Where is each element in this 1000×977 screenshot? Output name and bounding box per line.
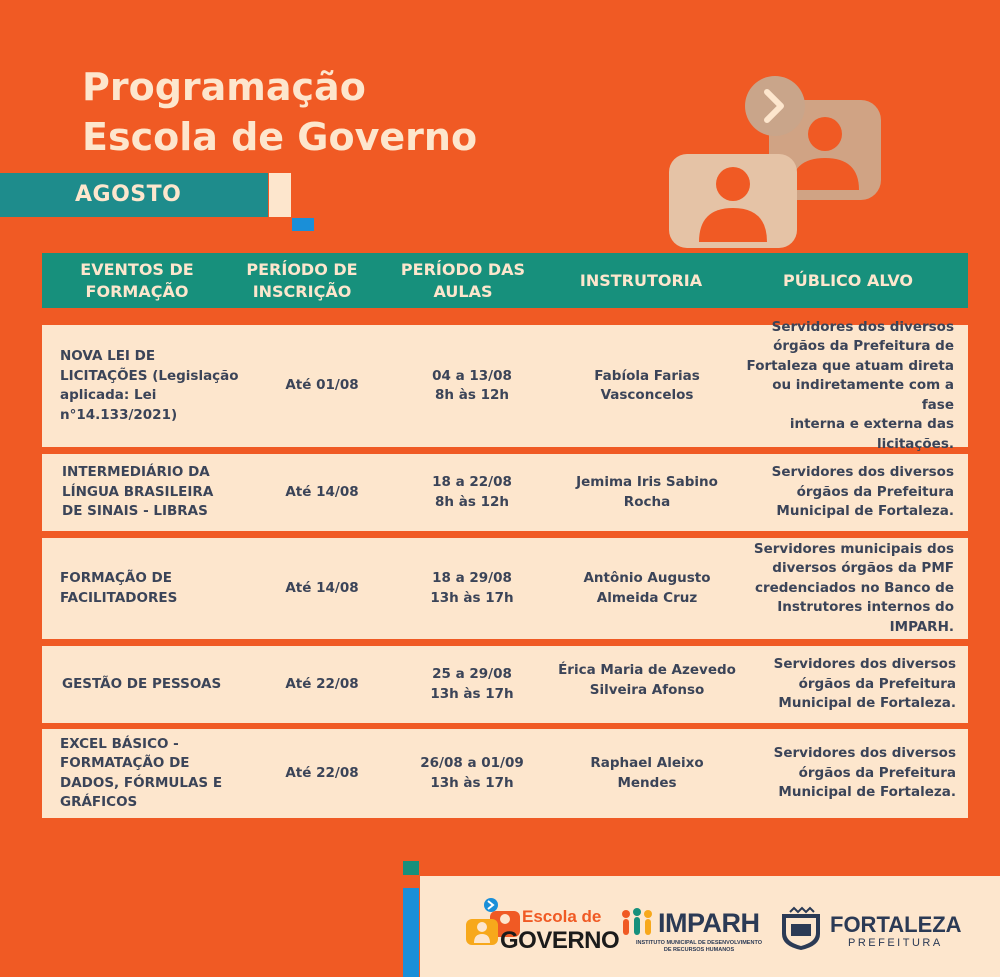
table-row: [42, 454, 968, 531]
imparh-logo: [620, 908, 762, 953]
prefeitura-fortaleza-logo: [776, 906, 962, 957]
header-instrutoria: INSTRUTORIA: [579, 270, 703, 290]
page-title: [82, 62, 477, 162]
header-publico: PÚBLICO ALVO: [782, 270, 914, 290]
table-header: [42, 253, 968, 308]
cell-inscricao: Até 22/08: [285, 675, 359, 692]
cell-publico: Servidores dos diversos órgãos da Prefeitura Municipal de Fortaleza.: [773, 745, 956, 801]
header-aulas: PERÍODO DAS AULAS: [400, 259, 526, 301]
table-row: [42, 538, 968, 639]
cell-instrutoria: Fabíola Farias Vasconcelos: [594, 367, 700, 403]
cell-aulas: 18 a 22/08 8h às 12h: [432, 474, 512, 510]
cell-evento: NOVA LEI DE LICITAÇÕES (Legislação aplicada: Lei n°14.133/2021): [60, 348, 239, 423]
header-inscricao: PERÍODO DE INSCRIÇÃO: [246, 259, 358, 301]
cell-aulas: 26/08 a 01/09 13h às 17h: [420, 755, 524, 791]
header-eventos: EVENTOS DE FORMAÇÃO: [80, 259, 194, 301]
decor-teal-block: [403, 861, 419, 875]
escola-de-governo-logo: [464, 897, 620, 954]
cell-instrutoria: Jemima Iris Sabino Rocha: [576, 474, 718, 510]
month-banner: [0, 173, 268, 217]
cell-instrutoria: Raphael Aleixo Mendes: [590, 755, 704, 791]
cell-publico: Servidores dos diversos órgãos da Prefeitura Municipal de Fortaleza.: [773, 656, 956, 712]
imparh-logo-name: IMPARH: [658, 908, 760, 938]
cell-evento: INTERMEDIÁRIO DA LÍNGUA BRASILEIRA DE SINAIS - LIBRAS: [62, 464, 214, 520]
cell-evento: EXCEL BÁSICO - FORMATAÇÃO DE DADOS, FÓRMULAS E GRÁFICOS: [60, 735, 223, 810]
escola-logo-line1: Escola de: [522, 907, 602, 926]
people-chat-icon: [665, 72, 885, 252]
imparh-logo-subtitle: INSTITUTO MUNICIPAL DE DESENVOLVIMENTO DE RECURSOS HUMANOS: [635, 940, 762, 953]
cell-instrutoria: Antônio Augusto Almeida Cruz: [583, 570, 711, 606]
decor-blue-strip: [403, 888, 419, 977]
title-line-1: Programação: [82, 65, 366, 109]
cell-inscricao: Até 01/08: [285, 377, 359, 394]
cell-evento: FORMAÇÃO DE FACILITADORES: [60, 570, 178, 606]
imparh-people-icon: [620, 908, 660, 938]
title-line-2: Escola de Governo: [82, 115, 478, 159]
cell-aulas: 04 a 13/08 8h às 12h: [432, 367, 512, 403]
cell-inscricao: Até 22/08: [285, 764, 359, 781]
cell-aulas: 18 a 29/08 13h às 17h: [430, 570, 514, 606]
fortaleza-logo-name: FORTALEZA: [830, 912, 962, 937]
cell-evento: GESTÃO DE PESSOAS: [62, 675, 222, 692]
table-row: [42, 729, 968, 818]
table-row: [42, 318, 968, 452]
decor-cream-block: [269, 173, 291, 217]
table-row: [42, 646, 968, 723]
cell-instrutoria: Érica Maria de Azevedo Silveira Afonso: [558, 662, 736, 698]
cell-publico: Servidores dos diversos órgãos da Prefeitura Municipal de Fortaleza.: [771, 464, 954, 520]
month-label: AGOSTO: [75, 182, 182, 207]
escola-logo-line2: GOVERNO: [500, 927, 620, 954]
cell-inscricao: Até 14/08: [285, 579, 359, 596]
fortaleza-crest-icon: [776, 906, 826, 952]
cell-inscricao: Até 14/08: [285, 483, 359, 500]
decor-blue-block: [292, 218, 314, 231]
cell-aulas: 25 a 29/08 13h às 17h: [430, 666, 514, 702]
cell-publico: Servidores municipais dos diversos órgãos da PMF credenciados no Banco de Instrutores internos do IMPARH.: [753, 540, 954, 635]
fortaleza-logo-subtitle: PREFEITURA: [848, 937, 943, 949]
cell-publico: Servidores dos diversos órgãos da Prefeitura de Fortaleza que atuam direta ou indiretamente com a fase interna e externa das licitações.: [746, 318, 954, 452]
